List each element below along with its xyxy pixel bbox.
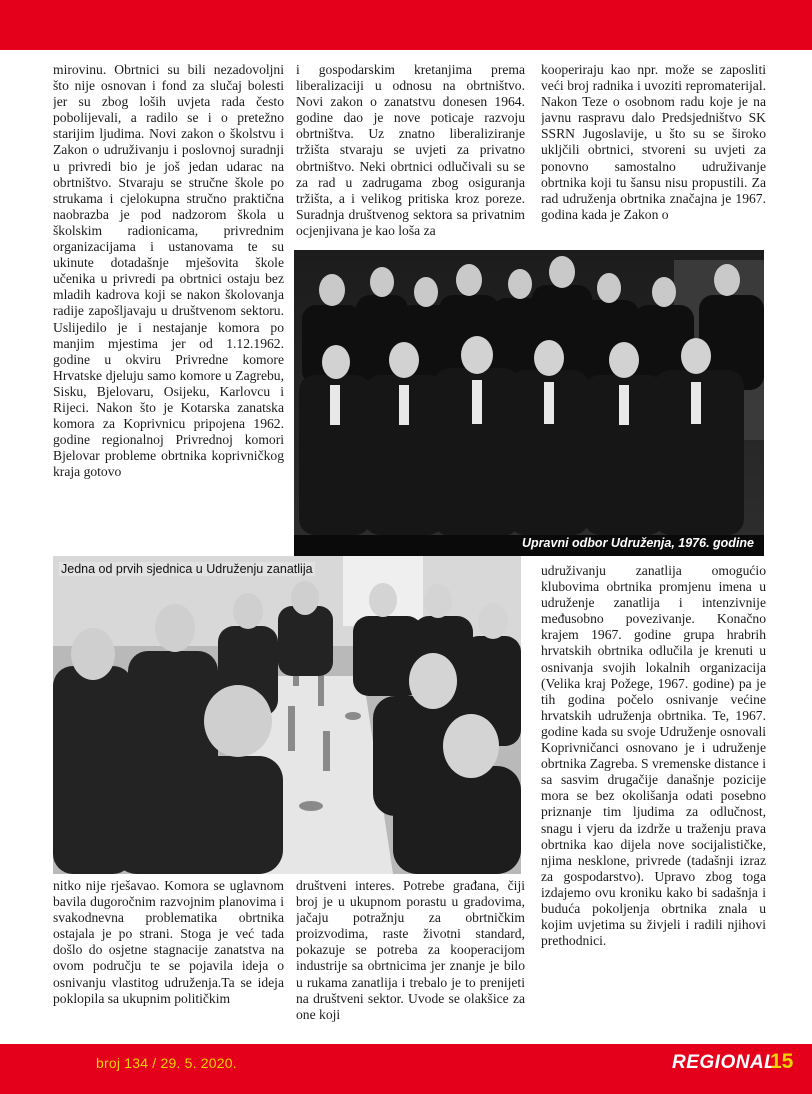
photo-caption: Upravni odbor Udruženja, 1976. godine xyxy=(522,536,754,550)
article-text: udruživanju zanatlija omogućio klubovima obrtnika promjenu imena u udruženje zanatlija i intenzivnije međusobno povezivanje. Konačno krajem 1967. godine grupa hrabrih hrvatskih obrtnika odlučila je krenuti u osnivanja svojih lokalnih organizacija (Velika kraj Požege, 1967. godine) pa je tih godina počelo osnivanje većine hrvatskih udruženja obrtnika. Te, 1967. godine kada su svoje Udruženje osnovali Koprivničanci osnovano je i udruženje obrtnika Zagreba. S vremenske distance i sa sasvim drugačije današnje pozicije mora se bez okolišanja odati posebno priznanje tim ljudima za odlučnost, snagu i vjeru da izdrže u traženju prava obrtnika kao dijela nove socijalističke, njima nesklone, privrede (tadašnji izraz za gospodarstvo). Upravo zbog toga izdajemo ovu kroniku kako bi sadašnja i buduća pokoljenja obrtnika znala u kojim uvjetima su živjeli i radili njihovi prethodnici. xyxy=(541,563,766,949)
brand-logo: REGIONAL xyxy=(672,1052,777,1073)
article-text: nitko nije rješavao. Komora se uglavnom bavila dugoročnim razvojnim planovima i svakodnevna problematika obrtnika ostajala je po strani. Stoga je već tada došlo do osjetne stagnacije zanatstva na ovom području te se pojavila ideja o osnivanju vlastitog udruženja.Ta se ideja poklopila sa ukupnim političkim xyxy=(53,878,284,1006)
article-text: društveni interes. Potrebe građana, čiji broj je u ukupnom porastu u gradovima, jačaju potražnju za obrtničkim proizvodima, raste životni standard, pokazuje se potreba za kooperacijom industrije sa obrtnicima jer znanje je bilo u rukama zanatlija i trebalo je to prenijeti na društveni sektor. Uvode se olakšice za one koji xyxy=(296,878,525,1022)
article-column-1 xyxy=(53,62,284,550)
article-text: i gospodarskim kretanjima prema liberalizaciji u odnosu na obrtništvo. Novi zakon o zanatstvu donesen 1964. godine dao je nove poticaje razvoju obrtništva. Uz znatno liberaliziranje tržišta stvaraju se uvjeti za privatno obrtništvo. Neki obrtnici odlučivali su se za rad u zadrugama zbog osiguranja tržišta, a i velikog pritiska kroz poreze. Suradnja društvenog sektora sa privatnim ocjenjivana je kao loša za xyxy=(296,62,525,238)
photo-caption: Jedna od prvih sjednica u Udruženju zanatlija xyxy=(61,562,313,576)
article-column-4 xyxy=(541,563,766,1048)
page-number: 15 xyxy=(770,1050,794,1073)
article-column-6 xyxy=(296,878,525,1040)
board-group-photo xyxy=(294,250,764,556)
issue-label: broj 134 / 29. 5. 2020. xyxy=(96,1055,237,1071)
meeting-photo xyxy=(53,556,521,874)
article-column-5 xyxy=(53,878,284,1040)
article-column-2 xyxy=(296,62,525,248)
top-red-bar xyxy=(0,0,812,50)
article-text: kooperiraju kao npr. može se zaposliti veći broj radnika i uvoziti repromaterijal. Nakon Teze o osobnom radu koje je na javnu raspravu dalo Predsjedništvo SK SSRN Jugoslavije, u što su se široko ukljčili obrtnici, stvoreni su uvjeti za ponovno samostalno udruživanje obrtnika koji tu šansu nisu propustili. Za rad udruženja obrtnika značajna je 1967. godina kada je Zakon o xyxy=(541,62,766,222)
article-column-3 xyxy=(541,62,766,248)
article-text: mirovinu. Obrtnici su bili nezadovoljni što nije osnovan i fond za slučaj bolesti jer su zbog loših uvjeta rada često pobolijevali, a radilo se i o pretežno starijim ljudima. Novi zakon o školstvu i Zakon o udruživanju i poslovnoj suradnji u privredi bio je još jedan udarac na obrtništvo. Stvaraju se stručne škole po strukama i cjelokupna stručno praktična naobrazba je pod nadzorom škola u školskim radionicama, privrednim organizacijama i ustanovama te su ukinute dotadašnje mješovita škole učenika u privredi pa obrtnici ostaju bez mladih kadrova koji se nakon školovanja radije zapošljavaju u društvenom sektoru. Uslijedilo je i nestajanje komora po manjim mjestima jer od 1.12.1962. godine u okviru Privredne komore Hrvatske djeluju samo komore u Zagrebu, Sisku, Bjelovaru, Osijeku, Karlovcu i Rijeci. Nakon što je Kotarska zanatska komora za Koprivnicu pripojena 1962. godine regionalnoj Privrednoj komori Bjelovar probleme obrtnika koprivničkog kraja gotovo xyxy=(53,62,284,480)
